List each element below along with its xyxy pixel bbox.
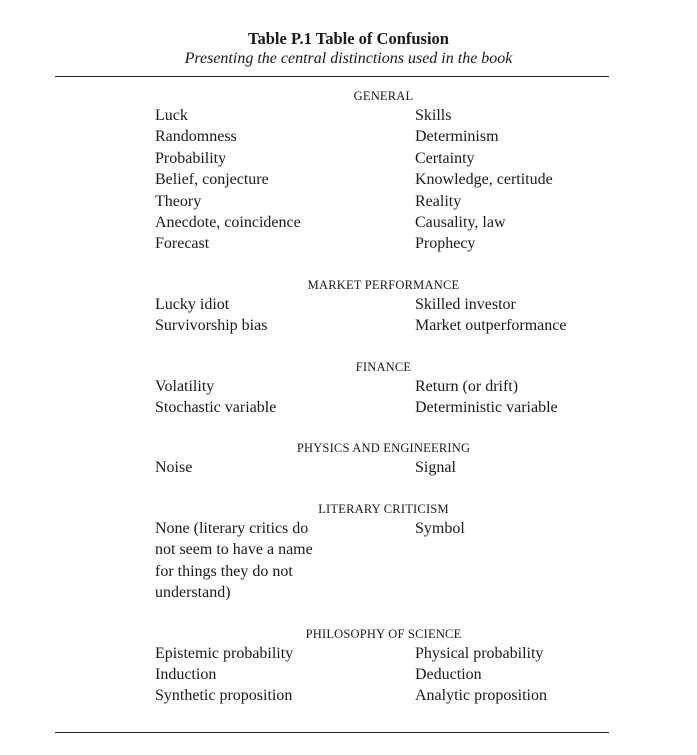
- right-term: Prophecy: [415, 235, 476, 253]
- table-row: [0, 643, 697, 664]
- left-term: Luck: [155, 107, 188, 124]
- top-rule: [55, 76, 609, 77]
- section-literary-criticism: [0, 501, 697, 604]
- section-heading: GENERAL: [353, 89, 414, 103]
- table-row: [0, 212, 697, 233]
- left-term: None (literary critics do not seem to have a name for things they do not understand): [155, 519, 313, 602]
- left-term: Epistemic probability: [155, 644, 294, 662]
- section-market-performance: [0, 277, 697, 337]
- left-term: Anecdote, coincidence: [155, 214, 301, 232]
- left-term: Belief, conjecture: [155, 171, 269, 189]
- table-row: [0, 457, 697, 478]
- right-term: Knowledge, certitude: [415, 171, 553, 189]
- section-heading: PHYSICS AND ENGINEERING: [296, 441, 471, 456]
- table-row: [0, 397, 697, 418]
- section-heading: MARKET PERFORMANCE: [307, 277, 460, 292]
- right-term: Analytic proposition: [415, 687, 547, 705]
- table-row: [0, 294, 697, 315]
- section-philosophy-of-science: [0, 626, 697, 707]
- section-finance: [0, 359, 697, 419]
- right-term: Causality, law: [415, 214, 506, 232]
- left-term: Lucky idiot: [155, 295, 230, 313]
- left-term: Stochastic variable: [155, 399, 277, 417]
- section-physics-and-engineering: [0, 440, 697, 478]
- left-term: Noise: [155, 459, 193, 477]
- right-term: Reality: [415, 192, 462, 210]
- table-row: [0, 148, 697, 169]
- table-row: [0, 169, 697, 190]
- table-row: [0, 685, 697, 706]
- left-term: Forecast: [155, 235, 210, 253]
- right-term: Certainty: [415, 149, 475, 167]
- section-general: [0, 88, 697, 255]
- right-term: Market outperformance: [415, 317, 567, 335]
- left-term: Theory: [155, 192, 202, 210]
- right-term: Signal: [415, 459, 456, 477]
- section-heading: FINANCE: [355, 359, 412, 374]
- right-term: Skilled investor: [415, 295, 516, 313]
- table-row: [0, 105, 697, 126]
- left-term: Induction: [155, 665, 217, 683]
- left-term: Synthetic proposition: [155, 687, 293, 705]
- left-term: Survivorship bias: [155, 317, 268, 335]
- section-heading: PHILOSOPHY OF SCIENCE: [305, 626, 462, 641]
- table-subtitle: Presenting the central distinctions used in the book: [184, 50, 513, 67]
- right-term: Physical probability: [415, 644, 544, 662]
- right-term: Return (or drift): [415, 377, 519, 395]
- left-term: Randomness: [155, 128, 237, 146]
- bottom-rule: [55, 732, 609, 733]
- table-row: [0, 233, 697, 254]
- section-heading: LITERARY CRITICISM: [318, 501, 449, 516]
- table-body: [0, 88, 697, 707]
- table-row: [0, 126, 697, 147]
- table-row: [0, 315, 697, 336]
- table-row: [0, 376, 697, 397]
- left-term: Probability: [155, 149, 227, 167]
- right-term: Symbol: [415, 519, 465, 537]
- right-term: Deterministic variable: [415, 399, 558, 417]
- right-term: Determinism: [415, 128, 499, 146]
- table-row: [0, 191, 697, 212]
- left-term: Volatility: [155, 377, 215, 395]
- table-row: [0, 664, 697, 685]
- right-term: Skills: [415, 107, 452, 124]
- table-title: Table P.1 Table of Confusion: [248, 29, 449, 48]
- table-row: [0, 518, 697, 604]
- right-term: Deduction: [415, 665, 482, 683]
